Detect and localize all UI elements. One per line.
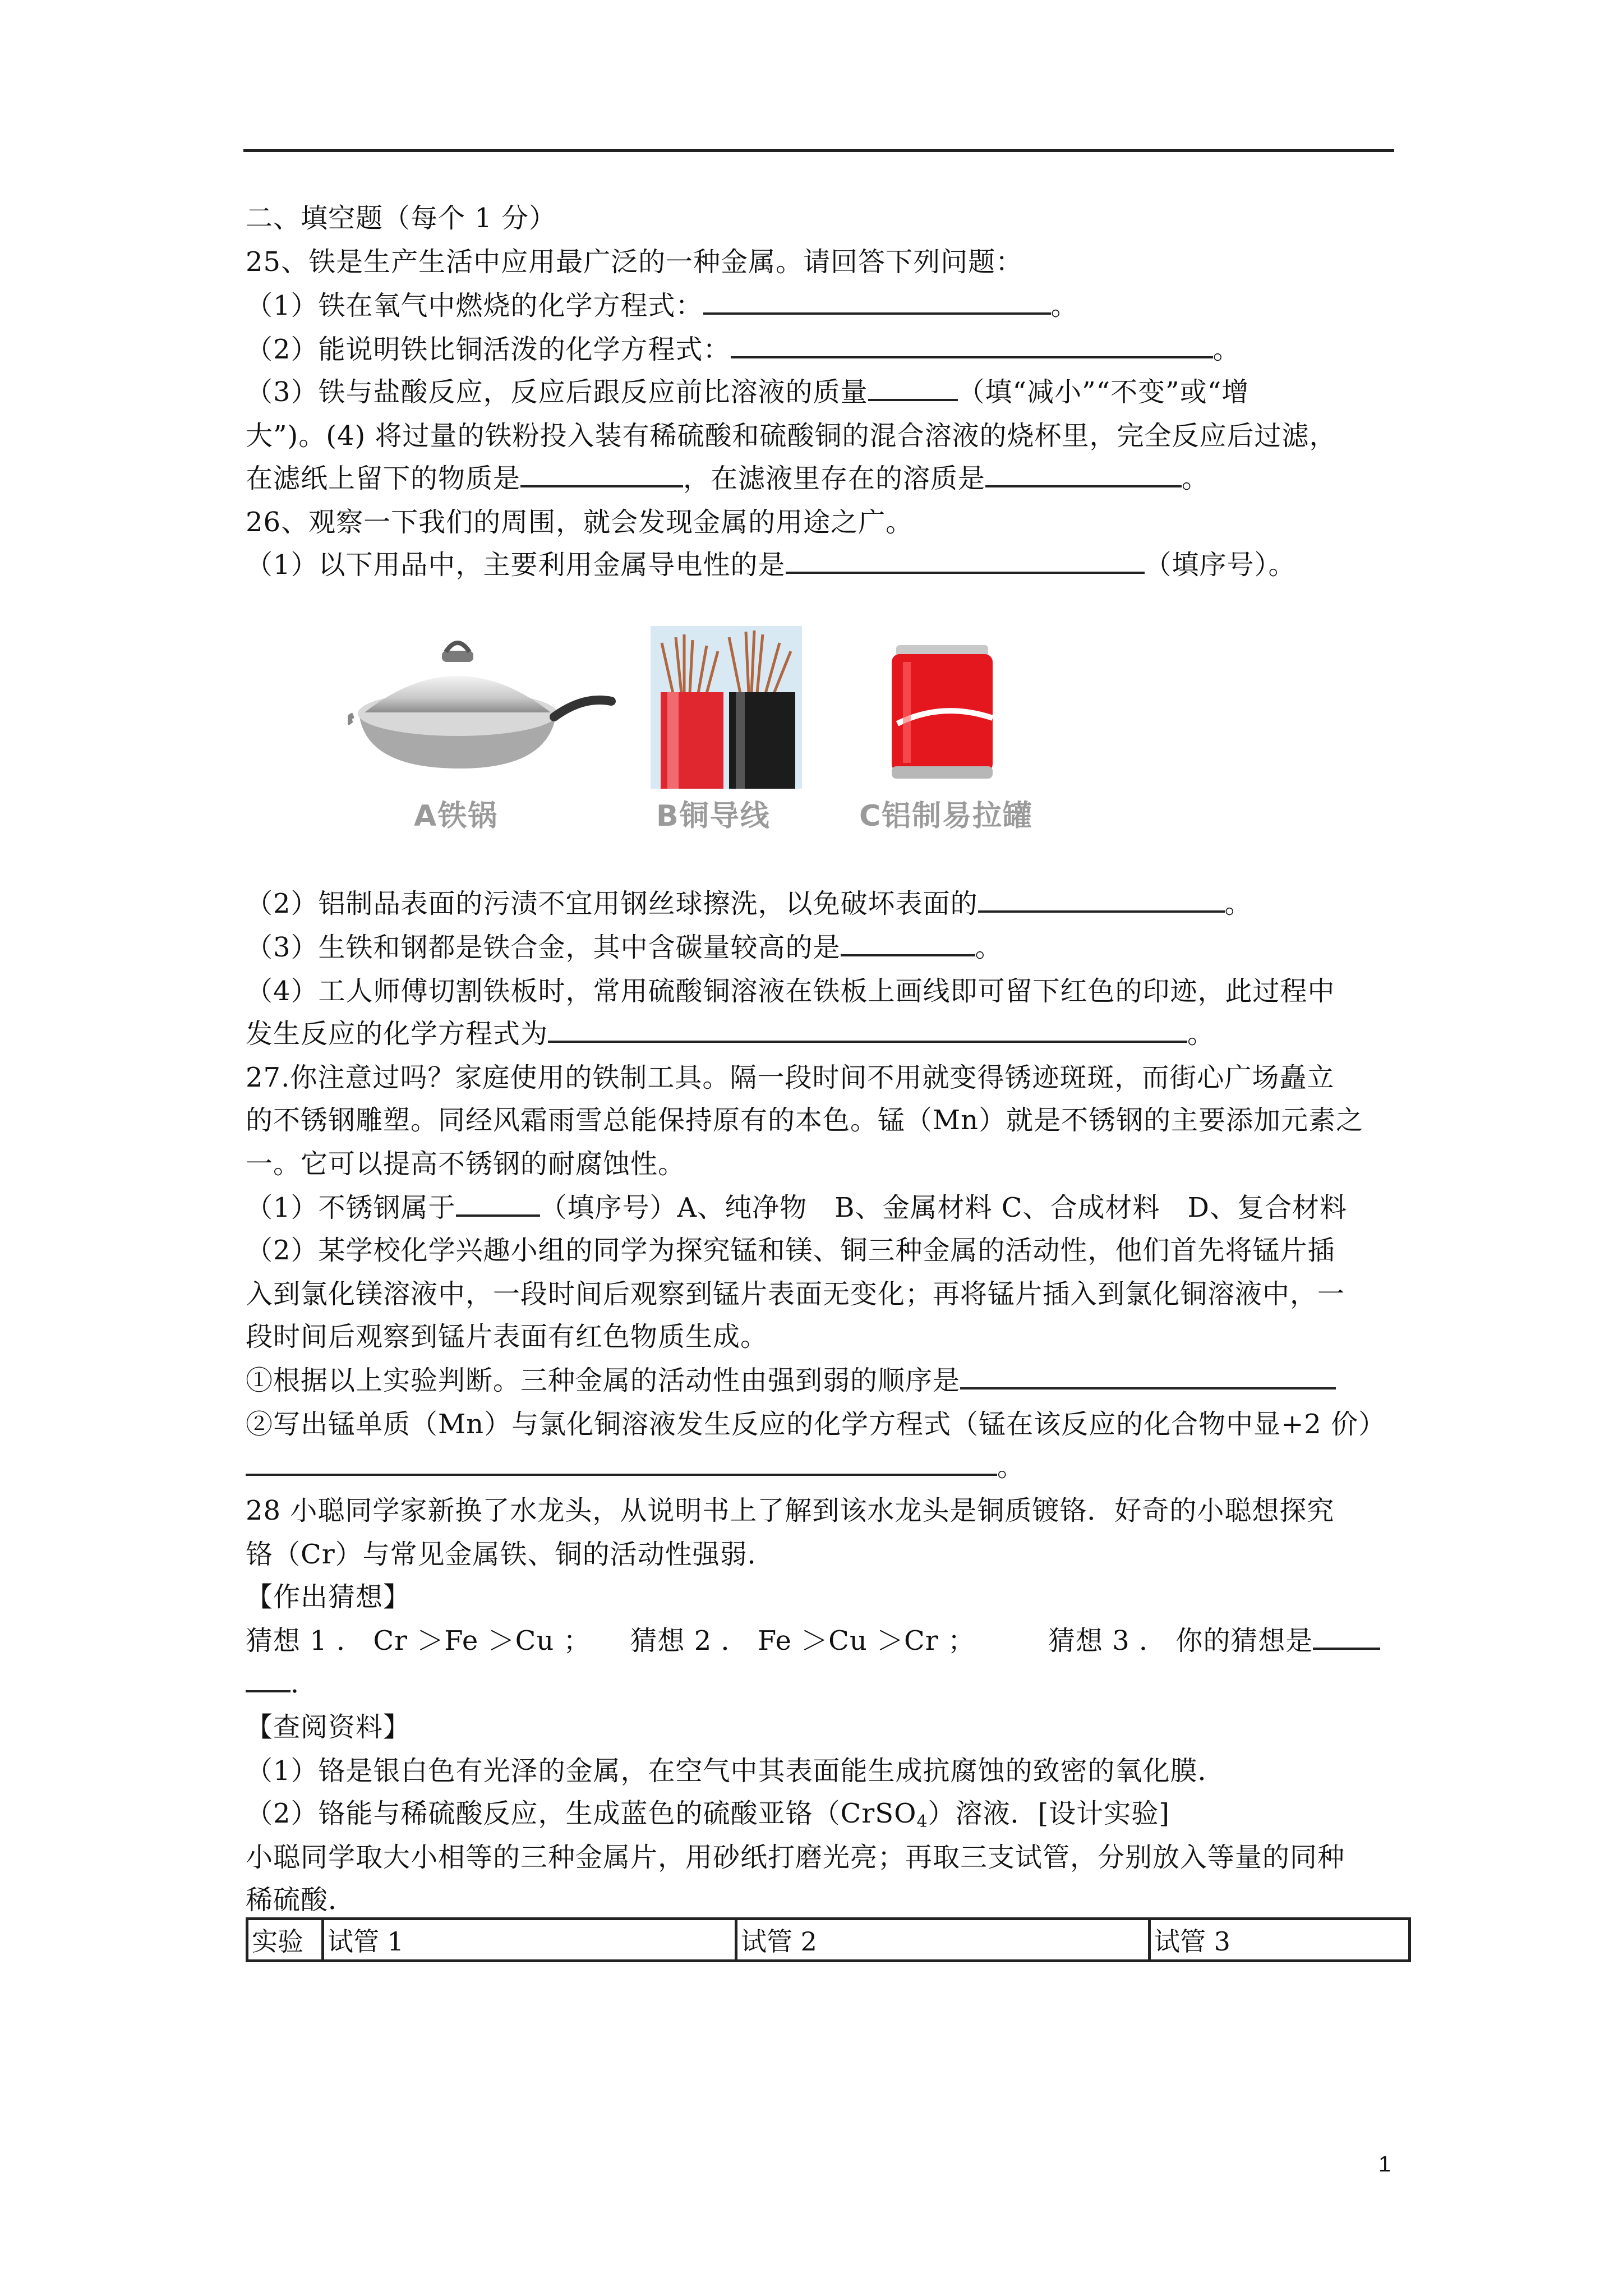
q26-part2 (246, 886, 1252, 921)
q28-ref2-subscript: 4 (916, 1812, 928, 1832)
q25-part1 (246, 288, 1078, 323)
q27-blank2[interactable] (960, 1365, 1336, 1389)
q27-part1-text: （1）不锈钢属于 (246, 1192, 456, 1223)
q25-blank5[interactable] (985, 463, 1182, 487)
q26-part4-line2 (246, 1016, 1215, 1051)
q25-part4-line: 大”)。(4) 将过量的铁粉投入装有稀硫酸和硫酸铜的混合溶液的烧杯里，完全反应后过滤， (246, 420, 1337, 452)
q26-part1 (246, 547, 1296, 582)
q27-sub2: ②写出锰单质（Mn）与氯化铜溶液发生反应的化学方程式（锰在该反应的化合物中显+2 价） (246, 1409, 1386, 1440)
q26-part4-line1: （4）工人师傅切割铁板时，常用硫酸铜溶液在铁板上画线即可留下红色的印迹，此过程中 (246, 976, 1335, 1007)
page-number: 1 (1378, 2152, 1391, 2177)
q26-part4-text: 发生反应的化学方程式为 (246, 1018, 548, 1050)
q27-blank3[interactable] (246, 1451, 997, 1476)
header-rule (243, 149, 1394, 152)
aluminum-can-image (886, 639, 998, 785)
q25-end: 。 (1182, 463, 1210, 494)
q28-guess-cont (246, 1666, 318, 1701)
q28-guess3: 猜想 3 ． 你的猜想是 (1048, 1625, 1313, 1657)
q25-part2-end: 。 (1212, 334, 1241, 365)
q27-part2-line2: 入到氯化镁溶液中，一段时间后观察到锰片表面无变化；再将锰片插入到氯化铜溶液中，一 (246, 1278, 1345, 1310)
q26-part2-end: 。 (1224, 888, 1252, 919)
q27-line1: 27.你注意过吗？家庭使用的铁制工具。隔一段时间不用就变得锈迹斑斑，而街心广场矗立 (246, 1062, 1335, 1093)
q27-part1-options: （填序号）A、纯净物 B、金属材料 C、合成材料 D、复合材料 (540, 1192, 1347, 1223)
q27-sub2-answer (246, 1450, 1025, 1484)
copper-wire-image (651, 626, 802, 789)
q25-intro: 25、铁是生产生活中应用最广泛的一种金属。请回答下列问题： (246, 246, 1023, 278)
table-header-tube1: 试管 1 (323, 1919, 736, 1961)
q27-sub2-end: 。 (997, 1451, 1025, 1483)
q25-solute-text: ，在滤液里存在的溶质是 (683, 463, 986, 494)
q28-blank-guess-cont[interactable] (246, 1668, 291, 1692)
q26-blank3[interactable] (841, 932, 975, 956)
iron-wok-image (348, 617, 617, 785)
q28-line1: 28 小聪同学家新换了水龙头，从说明书上了解到该水龙头是铜质镀铬．好奇的小聪想探究 (246, 1495, 1335, 1526)
q25-part3-text: （3）铁与盐酸反应，反应后跟反应前比溶液的质量 (246, 376, 868, 408)
q25-blank1[interactable] (703, 290, 1051, 315)
table-header-tube2: 试管 2 (736, 1919, 1150, 1961)
caption-a: A铁锅 (414, 799, 499, 833)
q28-ref2-text: （2）铬能与稀硫酸反应，生成蓝色的硫酸亚铬（CrSO (246, 1798, 917, 1829)
q27-line3: 一。它可以提高不锈钢的耐腐蚀性。 (246, 1148, 686, 1180)
q28-heading-guess: 【作出猜想】 (246, 1581, 411, 1613)
q27-part2-line1: （2）某学校化学兴趣小组的同学为探究锰和镁、铜三种金属的活动性，他们首先将锰片插 (246, 1235, 1335, 1266)
q27-sub1-text: ①根据以上实验判断。三种金属的活动性由强到弱的顺序是 (246, 1365, 961, 1396)
q28-guess-end: ． (291, 1668, 319, 1699)
q28-heading-data: 【查阅资料】 (246, 1711, 411, 1743)
q26-intro: 26、观察一下我们的周围，就会发现金属的用途之广。 (246, 507, 914, 538)
table-row (247, 1919, 1410, 1961)
q26-part1-text: （1）以下用品中，主要利用金属导电性的是 (246, 549, 786, 581)
q26-part2-text: （2）铝制品表面的污渍不宜用钢丝球擦洗，以免破坏表面的 (246, 888, 978, 919)
q25-part1-end: 。 (1050, 290, 1078, 321)
q27-line2: 的不锈钢雕塑。同经风霜雨雪总能保持原有的本色。锰（Mn）就是不锈钢的主要添加元素之 (246, 1105, 1364, 1136)
q28-guess1: 猜想 1 ． Cr ＞Fe ＞Cu ； (246, 1625, 591, 1657)
q27-sub1 (246, 1363, 1336, 1398)
q28-ref1: （1）铬是银白色有光泽的金属，在空气中其表面能生成抗腐蚀的致密的氧化膜． (246, 1755, 1225, 1787)
q25-blank2[interactable] (731, 334, 1213, 358)
q28-design1: 小聪同学取大小相等的三种金属片，用砂纸打磨光亮；再取三支试管，分别放入等量的同种 (246, 1842, 1345, 1873)
q26-part3 (246, 930, 1003, 965)
caption-c: C铝制易拉罐 (859, 799, 1034, 833)
q27-part2-line3: 段时间后观察到锰片表面有红色物质生成。 (246, 1321, 768, 1352)
q25-part1-text: （1）铁在氧气中燃烧的化学方程式： (246, 290, 703, 321)
q28-guesses (246, 1623, 1380, 1658)
q26-part1-hint: （填序号）。 (1144, 549, 1296, 581)
q25-blank3[interactable] (868, 376, 958, 401)
q25-part2-text: （2）能说明铁比铜活泼的化学方程式： (246, 334, 731, 365)
q25-part2 (246, 332, 1241, 367)
q28-ref2-end: ）溶液．[设计实验] (928, 1798, 1170, 1829)
q28-blank-guess[interactable] (1313, 1625, 1380, 1650)
q26-blank1[interactable] (786, 549, 1145, 574)
table-header-experiment: 实验 (247, 1919, 323, 1961)
q28-design2: 稀硫酸． (246, 1884, 356, 1916)
q25-part3-line1 (246, 375, 1249, 409)
q27-blank1[interactable] (456, 1192, 540, 1217)
experiment-table (246, 1917, 1411, 1962)
q27-part1 (246, 1190, 1347, 1225)
q25-part3-choice: （填“减小”“不变”或“增 (957, 376, 1249, 408)
q25-blank4[interactable] (520, 463, 683, 487)
q25-part4-answer (246, 461, 1209, 496)
caption-b: B铜导线 (656, 799, 771, 833)
q25-filter-text: 在滤纸上留下的物质是 (246, 463, 521, 494)
q26-blank2[interactable] (978, 888, 1225, 913)
q26-blank4[interactable] (548, 1018, 1187, 1043)
q26-part3-end: 。 (975, 932, 1003, 963)
q26-part3-text: （3）生铁和钢都是铁合金，其中含碳量较高的是 (246, 932, 841, 963)
q28-ref2 (246, 1796, 1170, 1831)
q28-guess2: 猜想 2 ． Fe ＞Cu ＞Cr ； (630, 1625, 975, 1657)
table-header-tube3: 试管 3 (1150, 1919, 1410, 1961)
q28-line2: 铬（Cr）与常见金属铁、铜的活动性强弱． (246, 1539, 775, 1570)
q26-part4-end: 。 (1187, 1018, 1215, 1050)
section-title: 二、填空题（每个 1 分） (246, 203, 557, 234)
